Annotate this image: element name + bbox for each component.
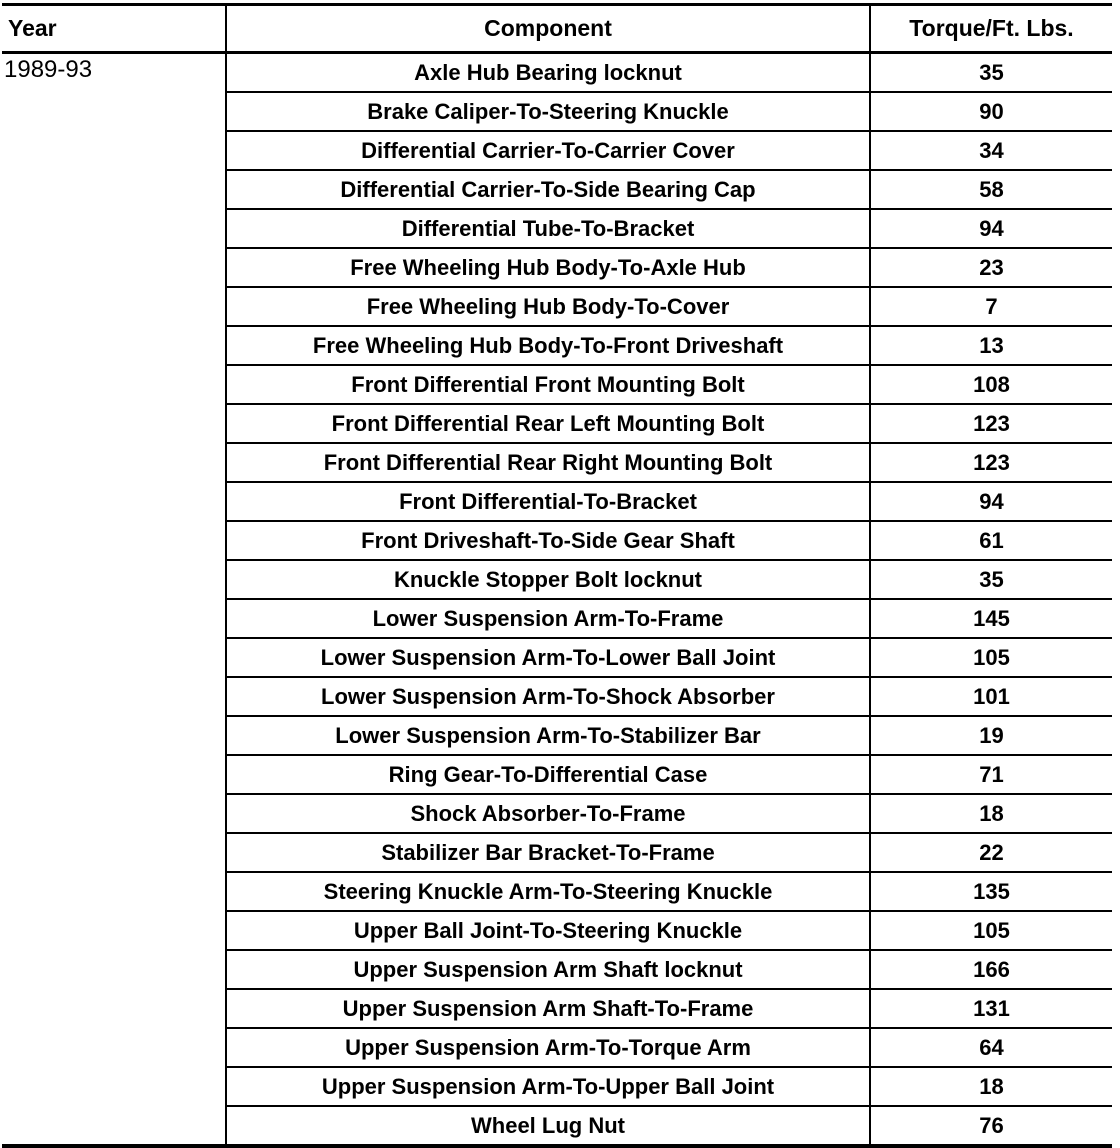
torque-cell: 94 xyxy=(870,209,1112,248)
component-cell: Free Wheeling Hub Body-To-Cover xyxy=(226,287,870,326)
component-cell: Lower Suspension Arm-To-Shock Absorber xyxy=(226,677,870,716)
torque-cell: 123 xyxy=(870,404,1112,443)
torque-cell: 34 xyxy=(870,131,1112,170)
component-cell: Front Differential Rear Right Mounting Bolt xyxy=(226,443,870,482)
torque-cell: 18 xyxy=(870,794,1112,833)
component-cell: Free Wheeling Hub Body-To-Front Driveshaft xyxy=(226,326,870,365)
header-row xyxy=(2,5,1112,53)
torque-cell: 58 xyxy=(870,170,1112,209)
torque-cell: 22 xyxy=(870,833,1112,872)
torque-cell: 90 xyxy=(870,92,1112,131)
torque-cell: 108 xyxy=(870,365,1112,404)
component-cell: Front Differential Rear Left Mounting Bolt xyxy=(226,404,870,443)
component-cell: Lower Suspension Arm-To-Lower Ball Joint xyxy=(226,638,870,677)
torque-cell: 105 xyxy=(870,911,1112,950)
header-torque: Torque/Ft. Lbs. xyxy=(870,5,1112,53)
torque-cell: 18 xyxy=(870,1067,1112,1106)
header-year: Year xyxy=(2,5,226,53)
torque-cell: 94 xyxy=(870,482,1112,521)
torque-cell: 123 xyxy=(870,443,1112,482)
component-cell: Knuckle Stopper Bolt locknut xyxy=(226,560,870,599)
component-cell: Upper Ball Joint-To-Steering Knuckle xyxy=(226,911,870,950)
torque-cell: 131 xyxy=(870,989,1112,1028)
component-cell: Front Differential Front Mounting Bolt xyxy=(226,365,870,404)
torque-cell: 76 xyxy=(979,1112,1004,1138)
component-cell: Upper Suspension Arm Shaft locknut xyxy=(226,950,870,989)
torque-cell: 105 xyxy=(870,638,1112,677)
torque-cell: 166 xyxy=(870,950,1112,989)
torque-cell: 13 xyxy=(870,326,1112,365)
torque-cell: 101 xyxy=(870,677,1112,716)
table-body xyxy=(2,53,1112,1147)
torque-cell: 7 xyxy=(870,287,1112,326)
torque-cell: 71 xyxy=(870,755,1112,794)
torque-cell: 35 xyxy=(870,560,1112,599)
component-cell: Ring Gear-To-Differential Case xyxy=(226,755,870,794)
component-cell: Lower Suspension Arm-To-Frame xyxy=(226,599,870,638)
torque-cell: 23 xyxy=(870,248,1112,287)
component-cell: Stabilizer Bar Bracket-To-Frame xyxy=(226,833,870,872)
component-cell: Front Driveshaft-To-Side Gear Shaft xyxy=(226,521,870,560)
component-cell: Lower Suspension Arm-To-Stabilizer Bar xyxy=(226,716,870,755)
component-cell: Upper Suspension Arm-To-Upper Ball Joint xyxy=(226,1067,870,1106)
table-row xyxy=(2,53,1112,93)
torque-cell: 145 xyxy=(870,599,1112,638)
component-cell: Differential Tube-To-Bracket xyxy=(226,209,870,248)
component-cell: Free Wheeling Hub Body-To-Axle Hub xyxy=(226,248,870,287)
component-cell: Upper Suspension Arm Shaft-To-Frame xyxy=(226,989,870,1028)
torque-cell: 19 xyxy=(870,716,1112,755)
year-cell: 1989-93 xyxy=(2,53,226,1147)
component-cell: Shock Absorber-To-Frame xyxy=(226,794,870,833)
component-cell: Differential Carrier-To-Carrier Cover xyxy=(226,131,870,170)
component-cell: Differential Carrier-To-Side Bearing Cap xyxy=(226,170,870,209)
component-cell: Steering Knuckle Arm-To-Steering Knuckle xyxy=(226,872,870,911)
component-cell: Brake Caliper-To-Steering Knuckle xyxy=(226,92,870,131)
torque-cell: 64 xyxy=(870,1028,1112,1067)
component-cell: Axle Hub Bearing locknut xyxy=(226,53,870,93)
torque-cell: 35 xyxy=(870,53,1112,93)
table-header xyxy=(2,5,1112,53)
torque-cell: 61 xyxy=(870,521,1112,560)
component-cell: Wheel Lug Nut xyxy=(226,1106,870,1146)
header-component: Component xyxy=(226,5,870,53)
component-cell: Upper Suspension Arm-To-Torque Arm xyxy=(226,1028,870,1067)
component-cell: Front Differential-To-Bracket xyxy=(226,482,870,521)
torque-spec-table xyxy=(2,3,1112,1148)
torque-cell: 135 xyxy=(870,872,1112,911)
